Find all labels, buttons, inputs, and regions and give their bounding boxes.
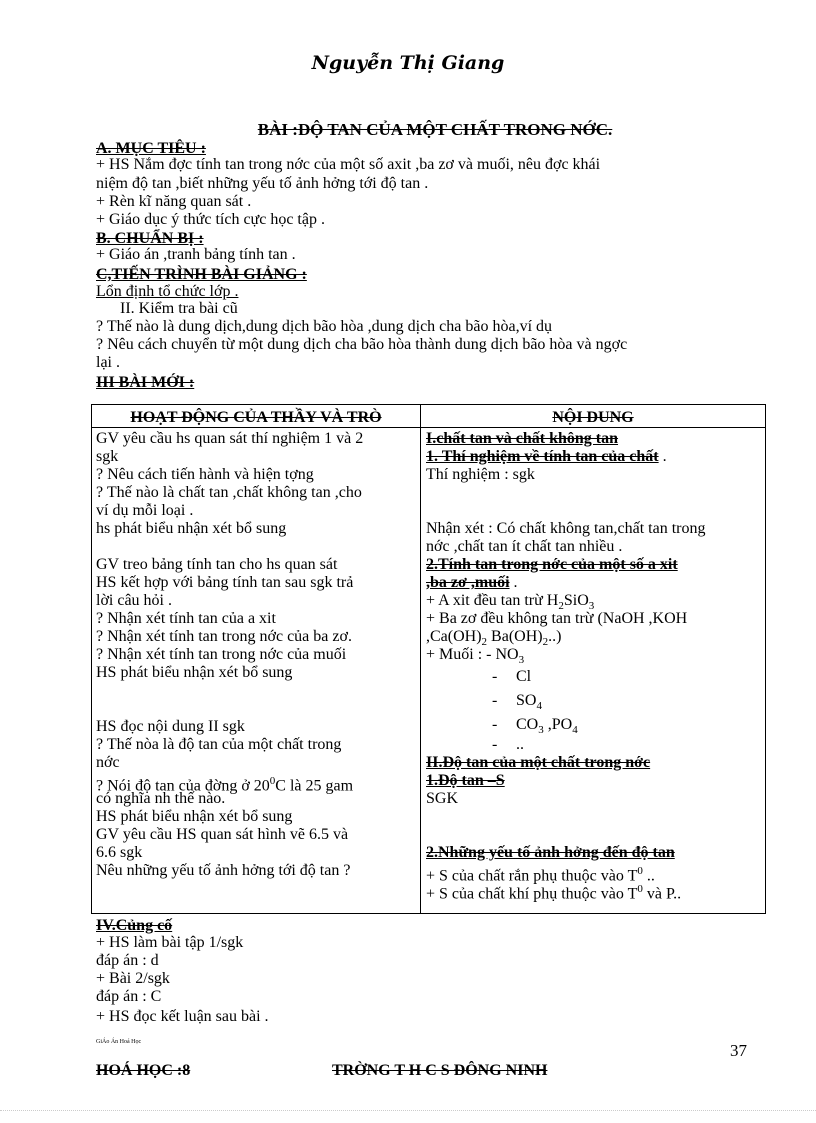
activity-line: HS phát biểu nhận xét bổ sung: [96, 808, 293, 825]
lesson-table: [91, 404, 766, 914]
page-bottom-divider: [0, 1110, 816, 1111]
content-heading-2b: ,ba zơ ,muối .: [426, 574, 518, 591]
table-header-content: NỘI DUNG: [421, 405, 766, 428]
section-b-heading: B. CHUẨN BỊ :: [96, 230, 204, 247]
content-heading-4: 2.Những yếu tố ảnh hởng đến độ tan: [426, 844, 675, 861]
footer-subject: HOÁ HỌC :8: [96, 1062, 191, 1079]
objective-line-4: + Giáo dục ý thức tích cực học tập .: [96, 211, 325, 228]
content-heading-3a: 1.Độ tan –S: [426, 772, 505, 789]
process-line-3: ? Thế nào là dung dịch,dung dịch bão hòa ,dung dịch cha bão hòa,ví dụ: [96, 318, 553, 335]
activity-line: ? Nhận xét tính tan của a xit: [96, 610, 276, 627]
activity-line: Nêu những yếu tố ảnh hởng tới độ tan ?: [96, 862, 351, 879]
objective-line-3: + Rèn kĩ năng quan sát .: [96, 193, 252, 210]
activity-line: GV treo bảng tính tan cho hs quan sát: [96, 556, 338, 573]
content-heading-3: II.Độ tan của một chất trong nớc: [426, 754, 651, 771]
table-header-activities: HOẠT ĐỘNG CỦA THẦY VÀ TRÒ: [92, 405, 421, 428]
process-line-4: ? Nêu cách chuyển từ một dung dịch cha bão hòa thành dung dịch bão hòa và ngợc: [96, 336, 628, 353]
lesson-title: BÀI :ĐỘ TAN CỦA MỘT CHẤT TRONG NỚC.: [257, 120, 613, 139]
activity-line: HS kết hợp với bảng tính tan sau sgk trả: [96, 574, 354, 591]
content-line-base-1: + Ba zơ đều không tan trừ (NaOH ,KOH: [426, 610, 688, 627]
content-line-so4: - $SO_4$: [492, 692, 542, 713]
consolidation-line-4: đáp án : C: [96, 988, 162, 1005]
activity-line: ? Nêu cách tiến hành và hiện tợng: [96, 466, 314, 483]
content-line-co3: - $CO_3$ $,PO_4$: [492, 716, 578, 737]
footer-note: GiÁo Án Hoá Học: [96, 1039, 142, 1045]
activities-cell: [92, 428, 421, 914]
content-line: Nhận xét : Có chất không tan,chất tan trong: [426, 520, 706, 537]
activity-line: HS đọc nội dung II sgk: [96, 718, 245, 735]
process-line-2: II. Kiểm tra bài cũ: [120, 300, 238, 317]
content-line-sgk: SGK: [426, 790, 459, 807]
activity-line: 6.6 sgk: [96, 844, 143, 861]
section-iv-heading: IV.Củng cố: [96, 917, 173, 934]
section-a-heading: A. MỤC TIÊU :: [96, 140, 206, 157]
activity-line: ví dụ mỗi loại .: [96, 502, 194, 519]
section-iii-heading: III BÀI MỚI :: [96, 374, 195, 391]
content-line: nớc ,chất tan ít chất tan nhiều .: [426, 538, 623, 555]
content-heading-1: I.chất tan và chất không tan: [426, 430, 619, 447]
content-line-salt: + Muối : - $NO_3$: [426, 646, 525, 667]
content-heading-1a: 1. Thí nghiệm về tính tan của chất .: [426, 448, 667, 465]
page-number: 37: [730, 1041, 747, 1060]
activity-line: lời câu hỏi .: [96, 592, 172, 609]
content-cell: [421, 428, 766, 914]
activity-line: ? Thế nào là chất tan ,chất không tan ,cho: [96, 484, 362, 501]
consolidation-line-1: + HS làm bài tập 1/sgk: [96, 934, 244, 951]
content-line-acid: + A xit đều tan trừ $H_2SiO_3$: [426, 592, 595, 613]
objective-line-1: + HS Nắm đợc tính tan trong nớc của một số axit ,ba zơ và muối, nêu đợc khái: [96, 156, 601, 173]
content-line-cl: - Cl: [492, 668, 532, 685]
activity-line: ? Nhận xét tính tan trong nớc của muối: [96, 646, 347, 663]
content-heading-2a: 2.Tính tan trong nớc của một số a xit: [426, 556, 678, 573]
content-line: Thí nghiệm : sgk: [426, 466, 535, 483]
content-line-factor-2: + S của chất khí phụ thuộc vào $T^0$ và P..: [426, 883, 682, 903]
process-line-1: Lổn định tổ chức lớp .: [96, 283, 239, 300]
activity-line: có nghĩa nh thế nào.: [96, 790, 226, 807]
consolidation-line-3: + Bài 2/sgk: [96, 970, 170, 987]
activity-line: ? Thế nòa là độ tan của một chất trong: [96, 736, 342, 753]
activity-line: GV yêu cầu hs quan sát thí nghiệm 1 và 2: [96, 430, 364, 447]
process-line-5: lại .: [96, 354, 120, 371]
consolidation-line-2: đáp án : d: [96, 952, 159, 969]
activity-line: GV yêu cầu HS quan sát hình vẽ 6.5 và: [96, 826, 349, 843]
author-header: Nguyễn Thị Giang: [311, 52, 505, 74]
activity-line: ? Nói độ tan của đờng ở $20^0C$ là 25 gam: [96, 775, 354, 795]
content-line-base-2: $,Ca(OH)_2$ $Ba(OH)_2$..): [426, 628, 562, 649]
activity-line: HS phát biểu nhận xét bổ sung: [96, 664, 293, 681]
preparation-line: + Giáo án ,tranh bảng tính tan .: [96, 246, 296, 263]
activity-line: nớc: [96, 754, 120, 771]
section-c-heading: C,TIẾN TRÌNH BÀI GIẢNG :: [96, 266, 307, 283]
consolidation-line-5: + HS đọc kết luận sau bài .: [96, 1008, 269, 1025]
activity-line: sgk: [96, 448, 119, 465]
objective-line-2: niệm độ tan ,biết những yếu tố ảnh hởng tới độ tan .: [96, 175, 429, 192]
footer-school: TRỜNG T H C S ĐÔNG NINH: [332, 1062, 548, 1079]
content-line-dots: - ..: [492, 736, 524, 753]
content-line-factor-1: + S của chất rắn phụ thuộc vào $T^0$ ..: [426, 865, 655, 885]
activity-line: hs phát biểu nhận xét bổ sung: [96, 520, 287, 537]
activity-line: ? Nhận xét tính tan trong nớc của ba zơ.: [96, 628, 352, 645]
